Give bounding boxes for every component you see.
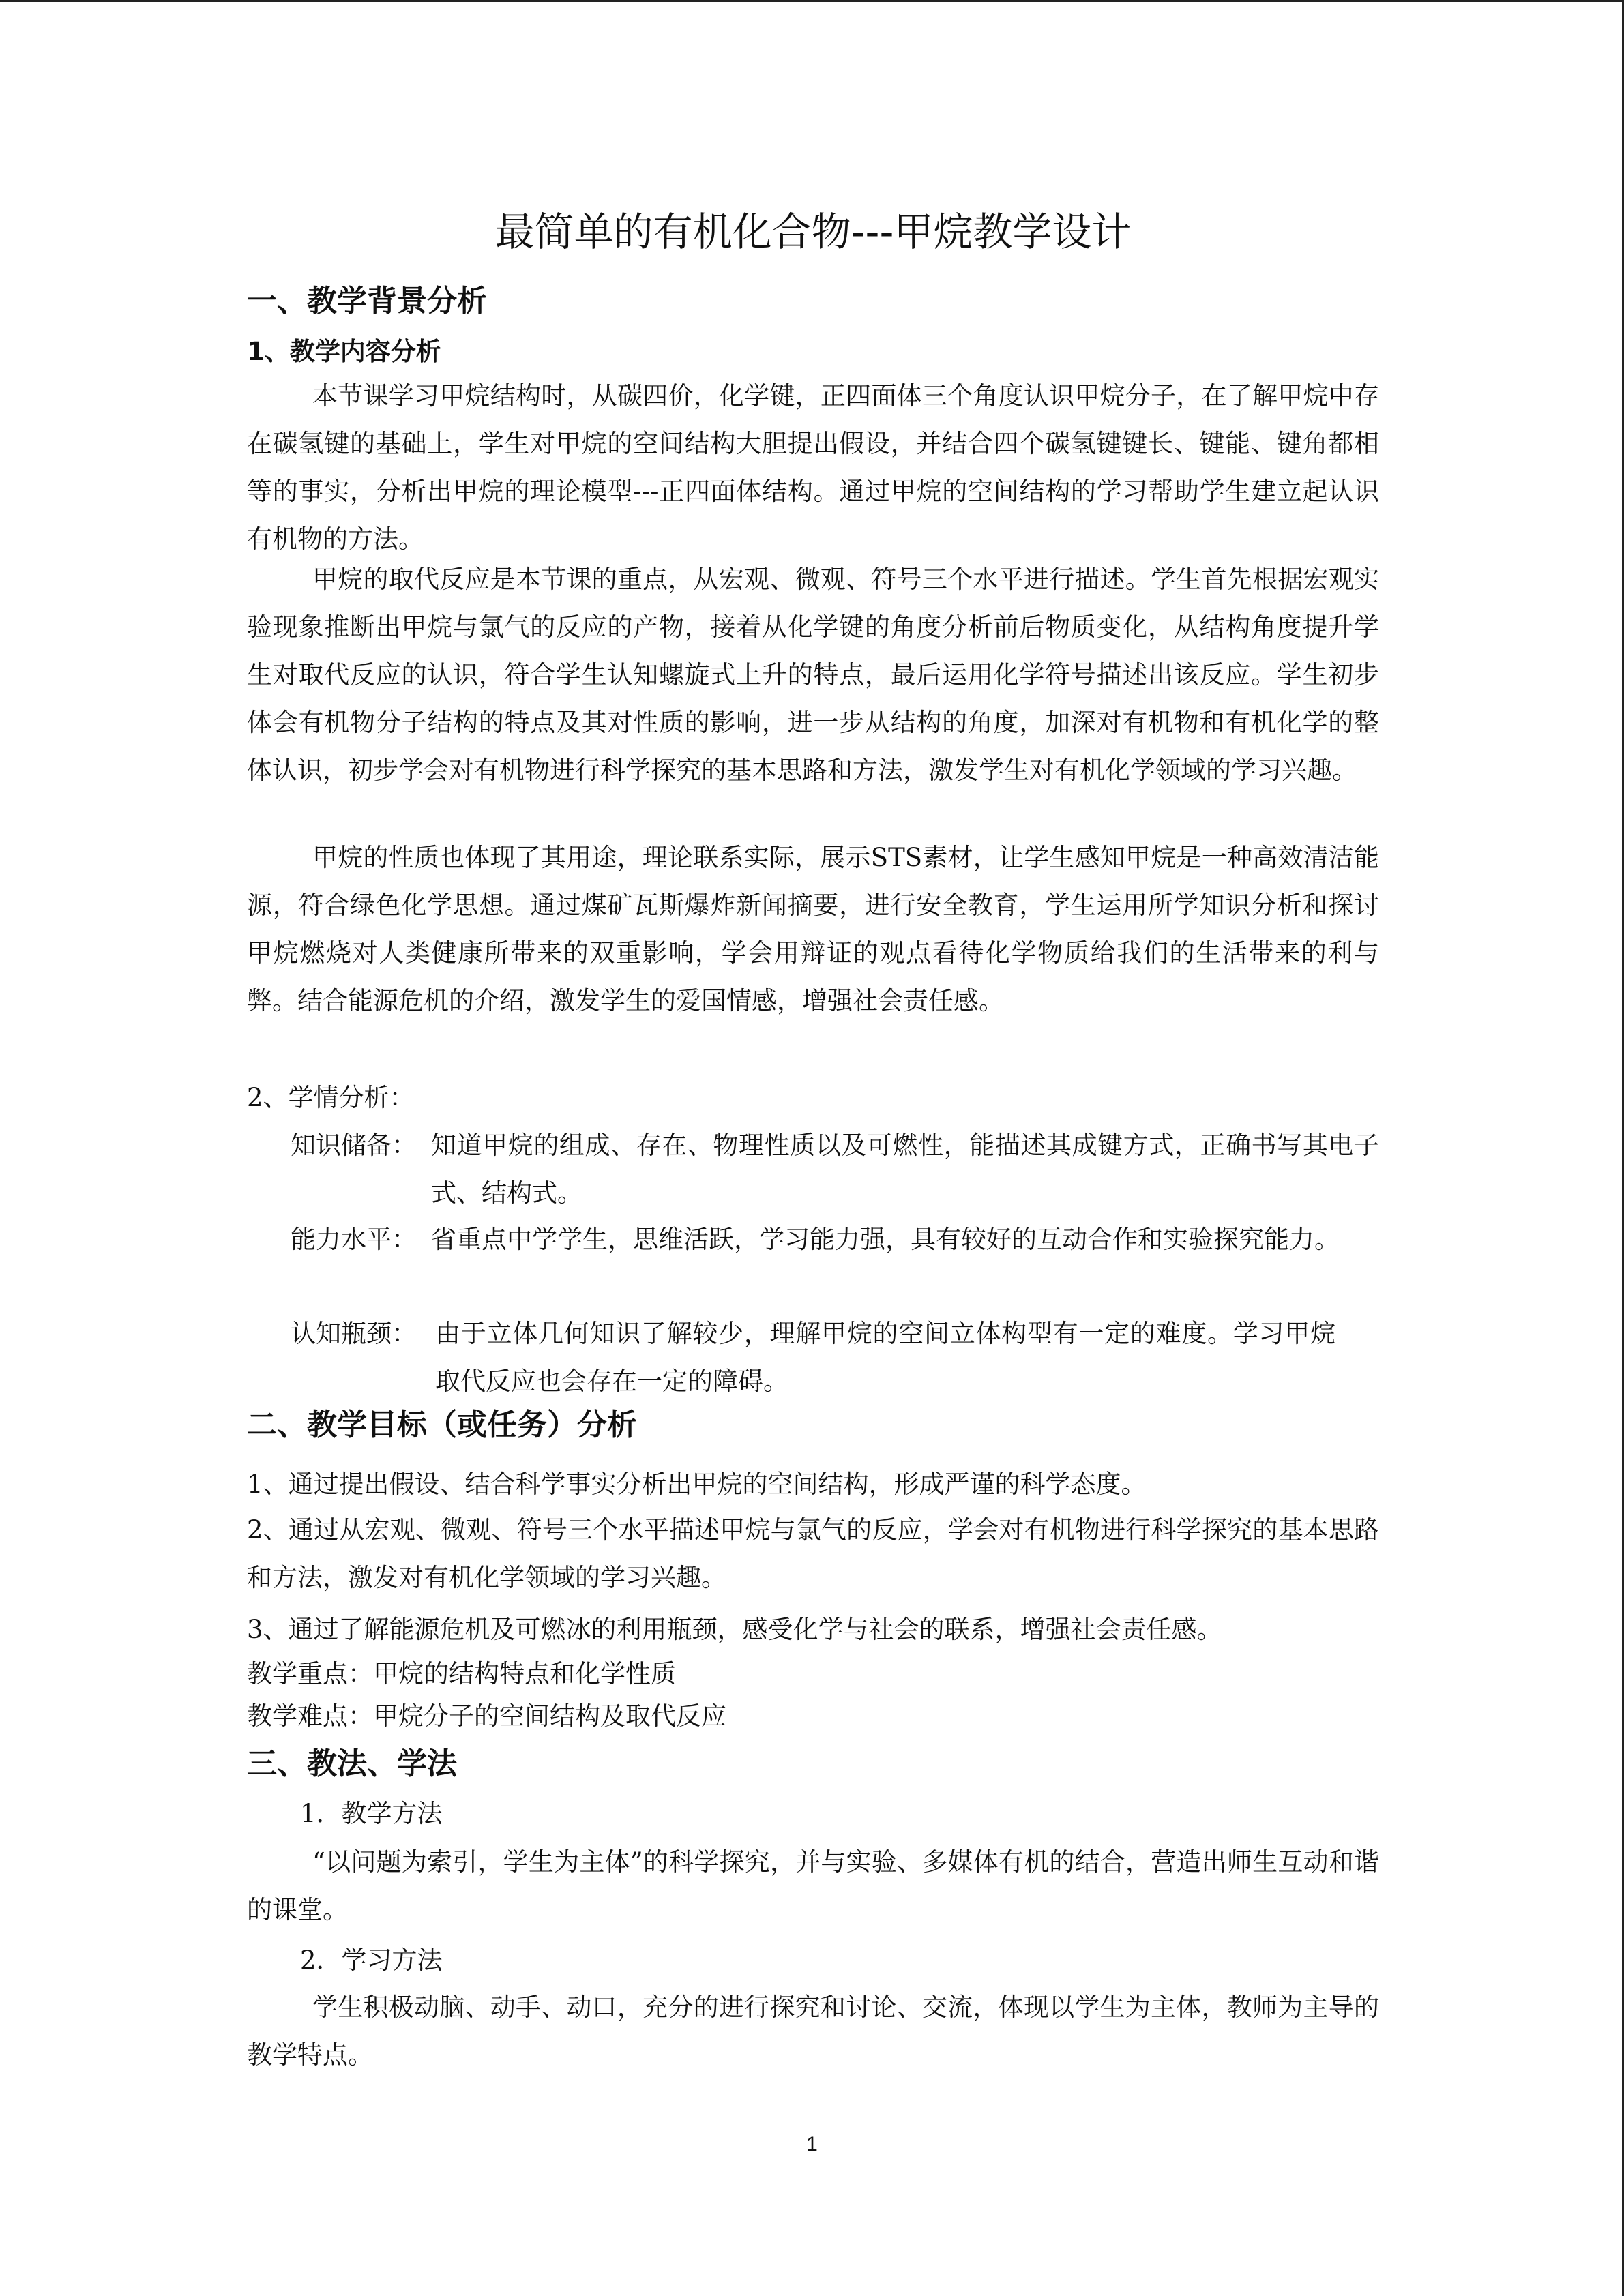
paragraph-content-analysis-1: 本节课学习甲烷结构时，从碳四价，化学键，正四面体三个角度认识甲烷分子，在了解甲烷中存在碳氢键的基础上，学生对甲烷的空间结构大胆提出假设，并结合四个碳氢键键长、键能、键角都相等的事实，分析出甲烷的理论模型---正四面体结构。通过甲烷的空间结构的学习帮助学生建立起认识有机物的方法。 [247, 381, 1379, 554]
key-point: 教学重点：甲烷的结构特点和化学性质 [247, 1659, 676, 1688]
section-heading-methods: 三、教法、学法 [247, 1746, 457, 1781]
document-title: 最简单的有机化合物---甲烷教学设计 [494, 209, 1132, 255]
section-heading-objectives: 二、教学目标（或任务）分析 [247, 1407, 637, 1442]
learner-item-label: 认知瓶颈： [291, 1319, 417, 1348]
learner-item-text: 知道甲烷的组成、存在、物理性质以及可燃性，能描述其成键方式，正确书写其电子式、结构式。 [431, 1131, 1379, 1208]
learner-item-text: 由于立体几何知识了解较少，理解甲烷的空间立体构型有一定的难度。学习甲烷取代反应也会存在一定的障碍。 [435, 1319, 1335, 1396]
objective-item-3: 3、通过了解能源危机及可燃冰的利用瓶颈，感受化学与社会的联系，增强社会责任感。 [247, 1615, 1222, 1644]
objective-item-1: 1、通过提出假设、结合科学事实分析出甲烷的空间结构，形成严谨的科学态度。 [247, 1470, 1147, 1499]
subsection-heading-learner-analysis: 2、学情分析： [247, 1083, 415, 1112]
page-number: 1 [806, 2133, 818, 2156]
section-heading-background: 一、教学背景分析 [247, 284, 487, 318]
learner-item-label: 知识储备： [291, 1131, 417, 1160]
difficult-point: 教学难点：甲烷分子的空间结构及取代反应 [247, 1701, 726, 1731]
objective-item-2: 2、通过从宏观、微观、符号三个水平描述甲烷与氯气的反应，学会对有机物进行科学探究的基本思路和方法，激发对有机化学领域的学习兴趣。 [247, 1515, 1379, 1592]
page-border-top [0, 0, 1624, 2]
method-heading-learning: 2．学习方法 [300, 1945, 443, 1975]
method-heading-teaching: 1．教学方法 [300, 1799, 443, 1828]
paragraph-content-analysis-3: 甲烷的性质也体现了其用途，理论联系实际，展示STS素材，让学生感知甲烷是一种高效清洁能源，符合绿色化学思想。通过煤矿瓦斯爆炸新闻摘要，进行安全教育，学生运用所学知识分析和探讨甲烷燃烧对人类健康所带来的双重影响，学会用辩证的观点看待化学物质给我们的生活带来的利与弊。结合能源危机的介绍，激发学生的爱国情感，增强社会责任感。 [247, 843, 1379, 1015]
paragraph-content-analysis-2: 甲烷的取代反应是本节课的重点，从宏观、微观、符号三个水平进行描述。学生首先根据宏观实验现象推断出甲烷与氯气的反应的产物，接着从化学键的角度分析前后物质变化，从结构角度提升学生对取代反应的认识，符合学生认知螺旋式上升的特点，最后运用化学符号描述出该反应。学生初步体会有机物分子结构的特点及其对性质的影响，进一步从结构的角度，加深对有机物和有机化学的整体认识，初步学会对有机物进行科学探究的基本思路和方法，激发学生对有机化学领域的学习兴趣。 [247, 565, 1379, 785]
method-text-teaching: “以问题为索引，学生为主体”的科学探究，并与实验、多媒体有机的结合，营造出师生互动和谐的课堂。 [247, 1847, 1379, 1924]
learner-item-text: 省重点中学学生，思维活跃，学习能力强，具有较好的互动合作和实验探究能力。 [431, 1225, 1340, 1254]
learner-item-label: 能力水平： [291, 1225, 417, 1254]
method-text-learning: 学生积极动脑、动手、动口，充分的进行探究和讨论、交流，体现以学生为主体，教师为主导的教学特点。 [247, 1993, 1379, 2070]
subsection-heading-content-analysis: 1、教学内容分析 [247, 337, 441, 366]
